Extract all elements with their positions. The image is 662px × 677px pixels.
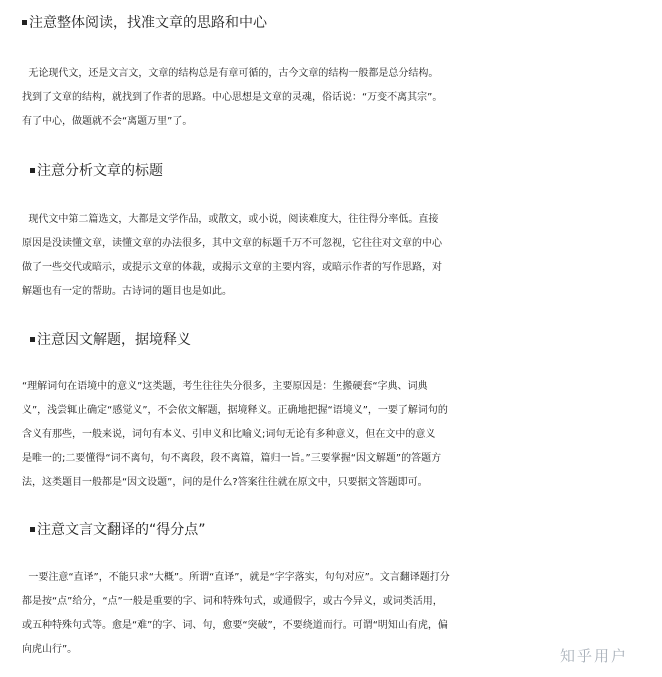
section-paragraph bbox=[22, 208, 648, 304]
section-heading bbox=[30, 161, 163, 181]
section-paragraph bbox=[22, 375, 648, 495]
square-bullet-icon bbox=[30, 337, 35, 342]
paragraph-line: 找到了文章的结构，就找到了作者的思路。中心思想是文章的灵魂，俗话说：“万变不离其宗”。 bbox=[22, 92, 443, 103]
paragraph-line: “理解词句在语境中的意义”这类题，考生往往失分很多，主要原因是：生搬硬套“字典、词典 bbox=[22, 381, 428, 392]
section-heading bbox=[22, 13, 267, 33]
section-heading bbox=[30, 520, 206, 540]
paragraph-line: 做了一些交代或暗示，或提示文章的体裁，或揭示文章的主要内容，或暗示作者的写作思路，对 bbox=[22, 262, 442, 273]
section-paragraph bbox=[22, 566, 648, 662]
paragraph-line: 现代文中第二篇选文，大都是文学作品，或散文，或小说，阅读难度大，往往得分率低。直接 bbox=[22, 214, 439, 225]
section-heading-text: 注意分析文章的标题 bbox=[37, 163, 163, 179]
section-heading bbox=[30, 330, 191, 350]
section-heading-text: 注意整体阅读，找准文章的思路和中心 bbox=[29, 15, 267, 31]
paragraph-line: 无论现代文，还是文言文，文章的结构总是有章可循的，古今文章的结构一般都是总分结构。 bbox=[22, 68, 439, 79]
paragraph-line: 原因是没读懂文章，读懂文章的办法很多，其中文章的标题千万不可忽视，它往往对文章的中心 bbox=[22, 238, 442, 249]
square-bullet-icon bbox=[30, 527, 35, 532]
paragraph-line: 一要注意“直译”，不能只求“大概”。所谓“直译”，就是“字字落实，句句对应”。文言翻译题打分 bbox=[22, 572, 450, 583]
watermark-text: 知乎用户 bbox=[560, 647, 629, 665]
paragraph-line: 或五种特殊句式等。愈是“难”的字、词、句，愈要“突破”，不要绕道而行。可谓“明知山有虎，偏 bbox=[22, 620, 448, 631]
paragraph-line: 有了中心，做题就不会“离题万里”了。 bbox=[22, 116, 193, 127]
paragraph-line: 向虎山行”。 bbox=[22, 644, 78, 655]
paragraph-line: 是唯一的;二要懂得“词不离句，句不离段，段不离篇，篇归一旨。”三要掌握“因文解题”的答题方 bbox=[22, 453, 442, 464]
section-paragraph bbox=[22, 62, 648, 134]
square-bullet-icon bbox=[30, 168, 35, 173]
paragraph-line: 含义有那些，一般来说，词句有本义、引申义和比喻义;词句无论有多种意义，但在文中的意义 bbox=[22, 429, 436, 440]
paragraph-line: 解题也有一定的帮助。古诗词的题目也是如此。 bbox=[22, 286, 232, 297]
square-bullet-icon bbox=[22, 20, 27, 25]
paragraph-line: 法，这类题目一般都是“因文设题”，问的是什么?答案往往就在原文中，只要据文答题即可。 bbox=[22, 477, 428, 488]
paragraph-line: 都是按“点”给分，“点”一般是重要的字、词和特殊句式，或通假字，或古今异义，或词类活用， bbox=[22, 596, 443, 607]
section-heading-text: 注意因文解题，据境释义 bbox=[37, 332, 191, 348]
section-heading-text: 注意文言文翻译的“得分点” bbox=[37, 522, 206, 538]
paragraph-line: 义”，浅尝辄止确定“感觉义”，不会依文解题，据境释义。正确地把握“语境义”，一要了解词句的 bbox=[22, 405, 448, 416]
